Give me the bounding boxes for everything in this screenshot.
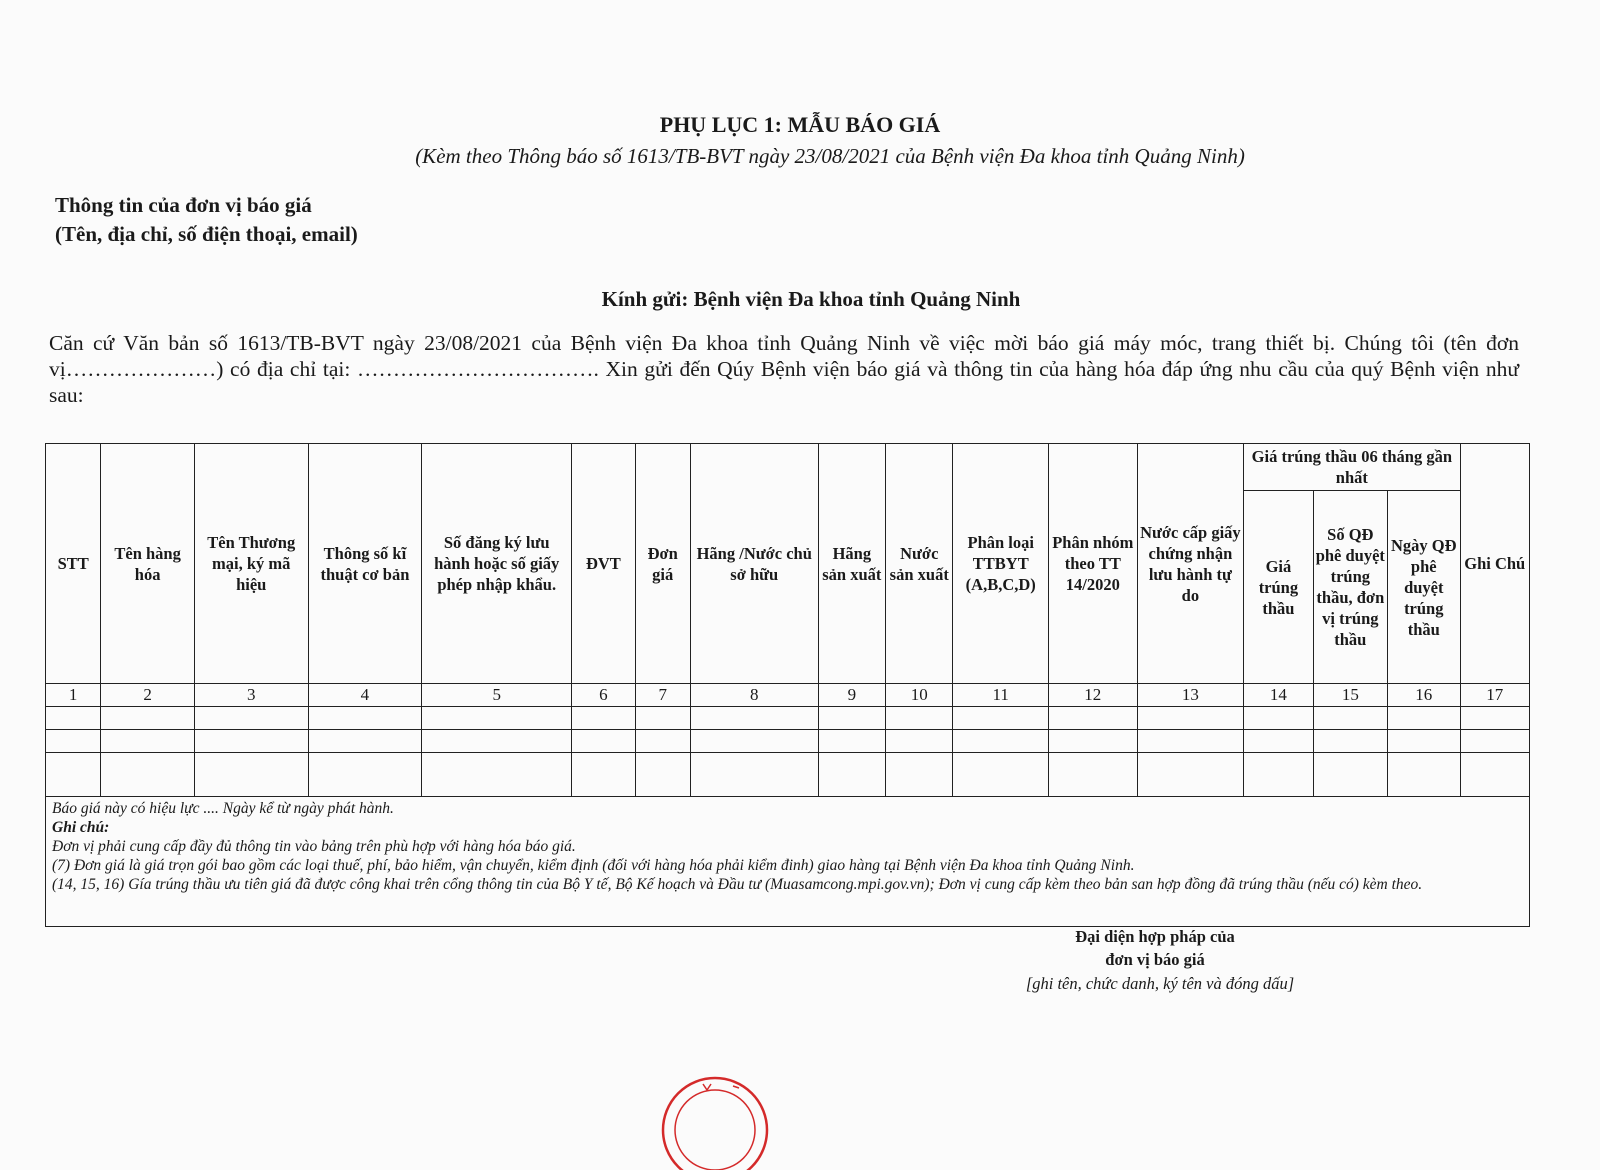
- header-nuoc-cap-giay: Nước cấp giấy chứng nhận lưu hành tự do: [1137, 444, 1244, 684]
- header-hang-nuoc-chu-so-huu: Hãng /Nước chủ sở hữu: [690, 444, 818, 684]
- header-thong-so: Thông số kĩ thuật cơ bản: [308, 444, 422, 684]
- recipient-line: Kính gửi: Bệnh viện Đa khoa tỉnh Quảng Ninh: [601, 287, 1021, 311]
- table-header-row: [46, 444, 1530, 491]
- header-gia-trung-thau-group: Giá trúng thầu 06 tháng gần nhất: [1244, 444, 1460, 491]
- notes-label: Ghi chú:: [52, 819, 110, 836]
- column-number: 9: [818, 684, 885, 707]
- intro-paragraph: Căn cứ Văn bản số 1613/TB-BVT ngày 23/08/2021 của Bệnh viện Đa khoa tỉnh Quảng Ninh về việc mời báo giá máy móc, trang thiết bị. Chúng tôi (tên đơn vị…………………) có địa chỉ tại: ……………………………. Xin gửi đến Qúy Bệnh viện báo giá và thông tin của hàng hóa đáp ứng nhu cầu của quý Bệnh viện như sau:: [49, 331, 1519, 407]
- header-ten-thuong-mai: Tên Thương mại, ký mã hiệu: [194, 444, 308, 684]
- quoting-unit-info-heading: Thông tin của đơn vị báo giá: [55, 193, 312, 217]
- header-ngay-qd: Ngày QĐ phê duyệt trúng thầu: [1388, 491, 1460, 684]
- header-ten-hang-hoa: Tên hàng hóa: [101, 444, 195, 684]
- note-line: Đơn vị phải cung cấp đầy đủ thông tin vào bảng trên phù hợp với hàng hóa báo giá.: [52, 838, 576, 855]
- header-don-gia: Đơn giá: [635, 444, 690, 684]
- column-number: 11: [953, 684, 1049, 707]
- header-stt: STT: [46, 444, 101, 684]
- table-row: [46, 753, 1530, 797]
- document-subtitle: (Kèm theo Thông báo số 1613/TB-BVT ngày 23/08/2021 của Bệnh viện Đa khoa tỉnh Quảng Ninh): [415, 144, 1245, 168]
- column-number: 10: [886, 684, 953, 707]
- column-number: 1: [46, 684, 101, 707]
- signature-line-1: Đại diện hợp pháp của: [1075, 927, 1235, 946]
- table-row: [46, 730, 1530, 753]
- header-so-qd: Số QĐ phê duyệt trúng thầu, đơn vị trúng thầu: [1313, 491, 1387, 684]
- header-phan-loai: Phân loại TTBYT (A,B,C,D): [953, 444, 1049, 684]
- column-number: 17: [1460, 684, 1530, 707]
- quoting-unit-info-fields: (Tên, địa chỉ, số điện thoại, email): [55, 222, 358, 246]
- column-number: 15: [1313, 684, 1387, 707]
- column-number: 4: [308, 684, 422, 707]
- column-number: 5: [422, 684, 572, 707]
- column-number: 12: [1049, 684, 1138, 707]
- header-ghi-chu: Ghi Chú: [1460, 444, 1530, 684]
- signature-line-2: đơn vị báo giá: [1105, 950, 1205, 969]
- column-number: 3: [194, 684, 308, 707]
- header-dvt: ĐVT: [572, 444, 635, 684]
- column-number: 16: [1388, 684, 1460, 707]
- quotation-table: [45, 443, 1530, 797]
- column-number: 13: [1137, 684, 1244, 707]
- column-number: 2: [101, 684, 195, 707]
- column-number: 14: [1244, 684, 1313, 707]
- table-row: [46, 707, 1530, 730]
- signature-instructions: [ghi tên, chức danh, ký tên và đóng dấu]: [1025, 974, 1295, 993]
- column-number-row: [46, 684, 1530, 707]
- column-number: 6: [572, 684, 635, 707]
- header-gia-trung-thau: Giá trúng thầu: [1244, 491, 1313, 684]
- note-line: (7) Đơn giá là giá trọn gói bao gồm các loại thuế, phí, bảo hiểm, vận chuyển, kiểm định (đối với hàng hóa phải kiểm đinh) giao hàng tại Bệnh viện Đa khoa tỉnh Quảng Ninh.: [52, 857, 1135, 874]
- header-nuoc-san-xuat: Nước sản xuất: [886, 444, 953, 684]
- red-seal-stamp: [655, 1070, 775, 1170]
- column-number: 8: [690, 684, 818, 707]
- header-hang-san-xuat: Hãng sản xuất: [818, 444, 885, 684]
- column-number: 7: [635, 684, 690, 707]
- document-title: PHỤ LỤC 1: MẪU BÁO GIÁ: [659, 112, 941, 137]
- note-line: (14, 15, 16) Gía trúng thầu ưu tiên giá đã được công khai trên cổng thông tin của Bộ Y tế, Bộ Kế hoạch và Đầu tư (Muasamcong.mpi.gov.vn); Đơn vị cung cấp kèm theo bản san hợp đồng đã trúng thầu (nếu có) kèm theo.: [52, 876, 1423, 893]
- header-phan-nhom: Phân nhóm theo TT 14/2020: [1049, 444, 1138, 684]
- header-so-dang-ky: Số đăng ký lưu hành hoặc số giấy phép nhập khẩu.: [422, 444, 572, 684]
- notes-box: [45, 797, 1530, 927]
- validity-note: Báo giá này có hiệu lực .... Ngày kể từ ngày phát hành.: [52, 800, 394, 817]
